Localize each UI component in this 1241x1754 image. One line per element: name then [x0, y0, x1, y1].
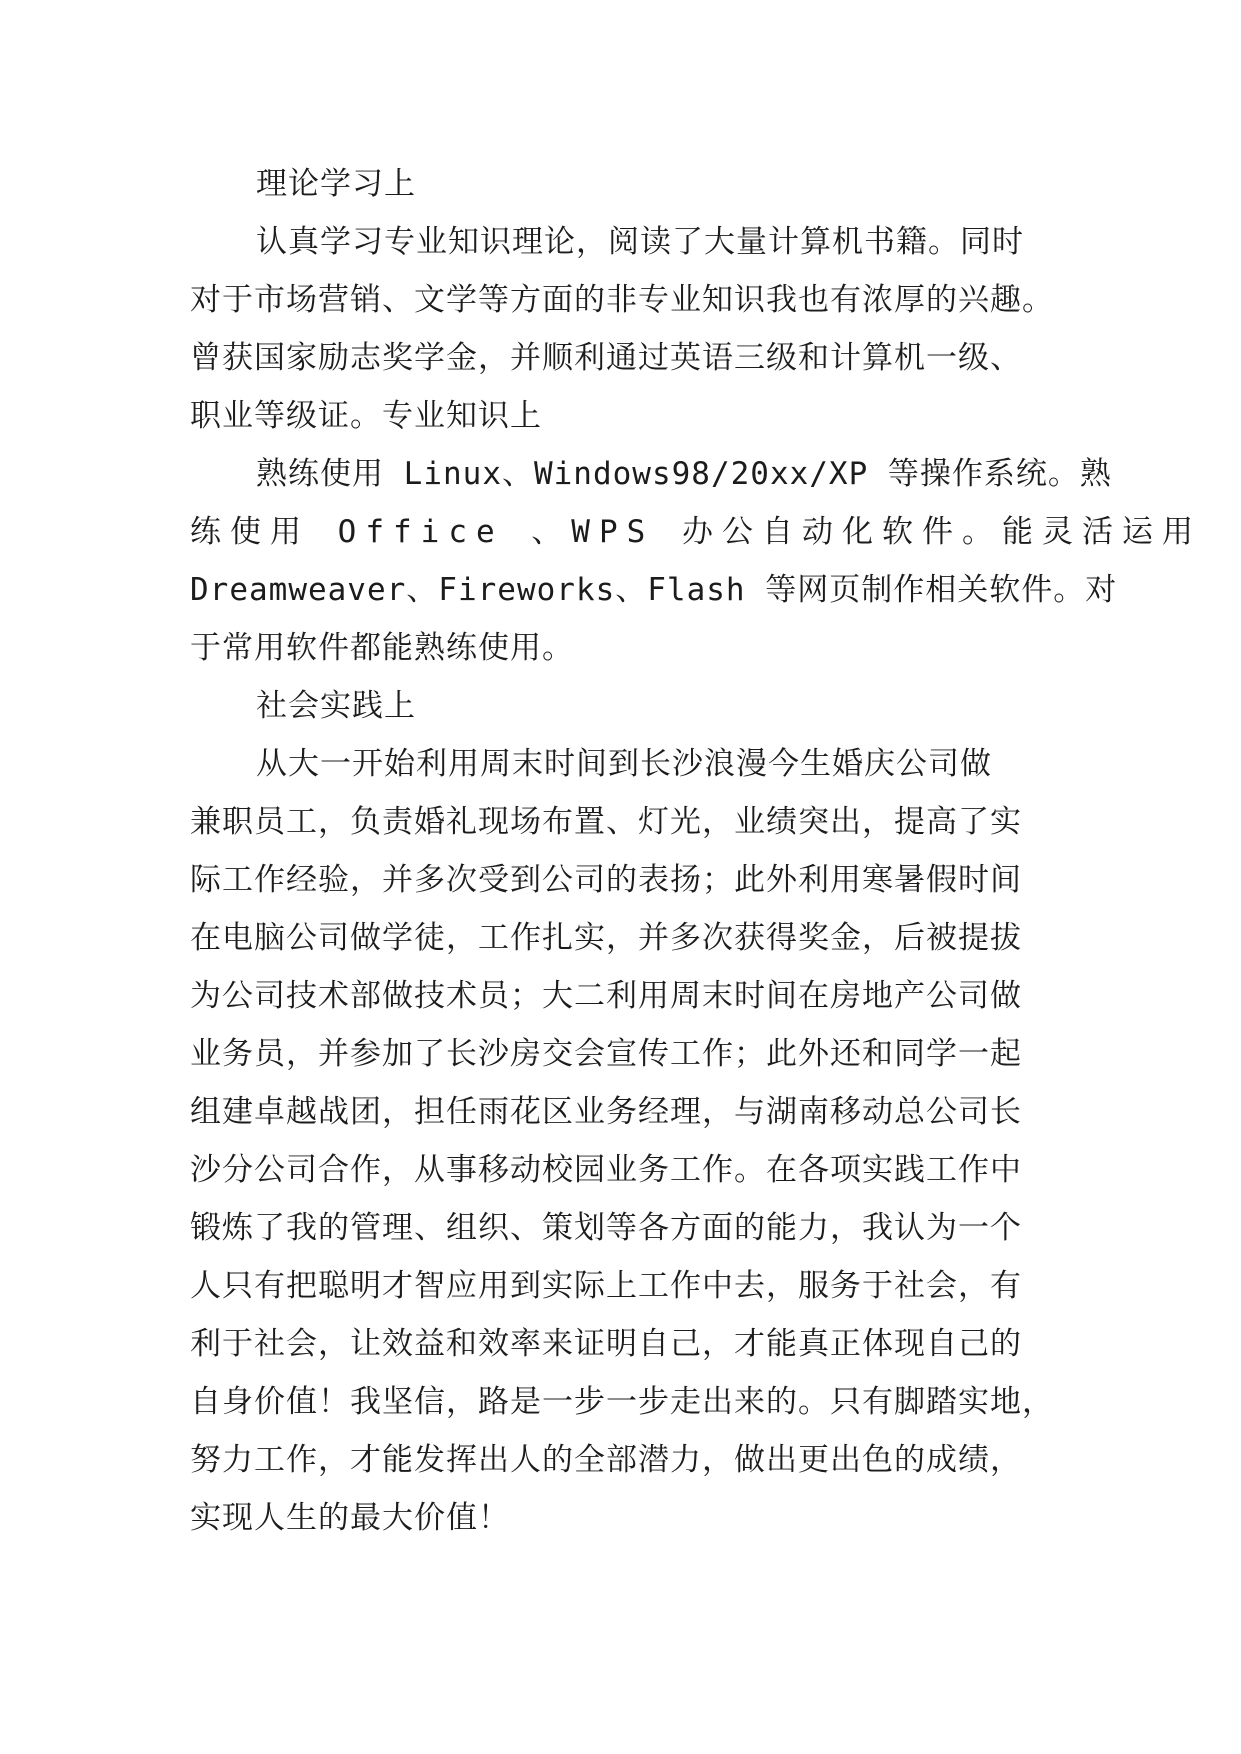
paragraph-line: 利于社会，让效益和效率来证明自己，才能真正体现自己的 — [190, 1326, 1022, 1362]
paragraph-line: Dreamweaver、Fireworks、Flash 等网页制作相关软件。对 — [190, 572, 1118, 608]
paragraph-line: 沙分公司合作，从事移动校园业务工作。在各项实践工作中 — [190, 1152, 1022, 1188]
paragraph-line: 从大一开始利用周末时间到长沙浪漫今生婚庆公司做 — [256, 746, 992, 782]
paragraph-line: 兼职员工，负责婚礼现场布置、灯光，业绩突出，提高了实 — [190, 804, 1022, 840]
paragraph-line: 实现人生的最大价值！ — [190, 1500, 510, 1536]
document-body — [190, 155, 1202, 1547]
paragraph-line: 人只有把聪明才智应用到实际上工作中去，服务于社会，有 — [190, 1268, 1022, 1304]
paragraph-line: 曾获国家励志奖学金，并顺利通过英语三级和计算机一级、 — [190, 340, 1022, 376]
paragraph-line: 际工作经验，并多次受到公司的表扬；此外利用寒暑假时间 — [190, 862, 1022, 898]
paragraph-line: 在电脑公司做学徒，工作扎实，并多次获得奖金，后被提拔 — [190, 920, 1022, 956]
paragraph-line: 为公司技术部做技术员；大二利用周末时间在房地产公司做 — [190, 978, 1022, 1014]
paragraph-line: 组建卓越战团，担任雨花区业务经理，与湖南移动总公司长 — [190, 1094, 1022, 1130]
paragraph-line: 熟练使用 Linux、Windows98/20xx/XP 等操作系统。熟 — [256, 456, 1112, 492]
paragraph-line: 练使用 Office 、WPS 办公自动化软件。能灵活运用 — [190, 514, 1202, 550]
paragraph-line: 于常用软件都能熟练使用。 — [190, 630, 574, 666]
section-heading-practice: 社会实践上 — [256, 688, 416, 724]
section-heading-theory: 理论学习上 — [256, 166, 416, 202]
paragraph-line: 自身价值！我坚信，路是一步一步走出来的。只有脚踏实地， — [190, 1384, 1054, 1420]
paragraph-line: 对于市场营销、文学等方面的非专业知识我也有浓厚的兴趣。 — [190, 282, 1054, 318]
paragraph-line: 认真学习专业知识理论，阅读了大量计算机书籍。同时 — [256, 224, 1024, 260]
paragraph-line: 业务员，并参加了长沙房交会宣传工作；此外还和同学一起 — [190, 1036, 1022, 1072]
paragraph-line: 努力工作，才能发挥出人的全部潜力，做出更出色的成绩， — [190, 1442, 1022, 1478]
paragraph-line: 职业等级证。专业知识上 — [190, 398, 542, 434]
paragraph-line: 锻炼了我的管理、组织、策划等各方面的能力，我认为一个 — [190, 1210, 1022, 1246]
